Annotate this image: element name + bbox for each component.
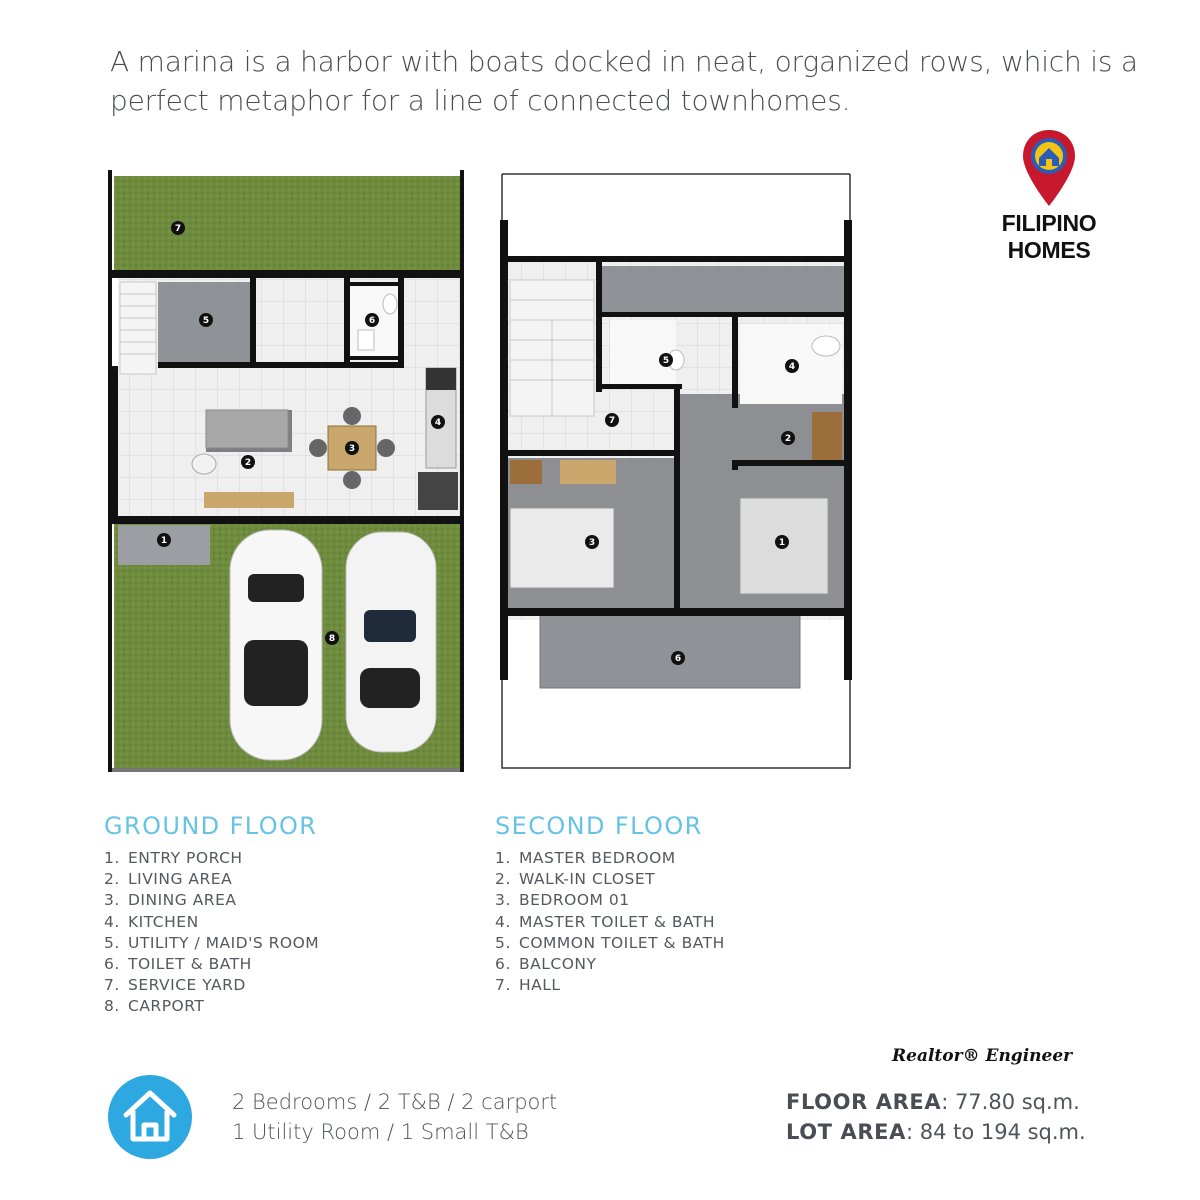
second-floor-plan	[500, 170, 852, 772]
plan-marker-1	[775, 535, 789, 549]
bedroom-01-bed	[510, 508, 614, 588]
plan-marker-4	[785, 359, 799, 373]
plan-marker-8	[325, 631, 339, 645]
plan-marker-6	[671, 651, 685, 665]
service-yard-area	[114, 176, 462, 270]
plan-marker-6	[365, 313, 379, 327]
list-item: 5. COMMON TOILET & BATH	[495, 933, 725, 952]
balcony-area	[540, 614, 800, 688]
svg-text:2: 2	[784, 434, 792, 444]
plan-marker-3	[585, 535, 599, 549]
svg-text:2: 2	[244, 458, 252, 468]
house-specs	[232, 1087, 557, 1147]
svg-text:5: 5	[662, 356, 670, 366]
plan-marker-2	[781, 431, 795, 445]
svg-text:1: 1	[160, 536, 168, 546]
svg-text:4: 4	[434, 418, 442, 428]
list-item: 3. DINING AREA	[104, 891, 237, 910]
list-item: 2. LIVING AREA	[104, 870, 233, 889]
list-item: 4. MASTER TOILET & BATH	[495, 912, 716, 931]
svg-text:8: 8	[328, 634, 336, 644]
plan-marker-7	[171, 221, 185, 235]
intro-text: A marina is a harbor with boats docked in neat, organized rows, which is a perfect metaphor for a line of connected townhomes.	[110, 45, 1138, 117]
list-item: 4. KITCHEN	[104, 912, 199, 931]
ground-floor-plan	[108, 170, 464, 772]
list-item: 7. HALL	[495, 976, 561, 995]
plan-marker-3	[345, 441, 359, 455]
logo-brand-line1: FILIPINO	[1001, 210, 1097, 236]
house-icon	[108, 1075, 192, 1159]
list-item: 2. WALK-IN CLOSET	[495, 870, 656, 889]
plan-marker-5	[199, 313, 213, 327]
list-item: 6. TOILET & BATH	[104, 955, 252, 974]
svg-text:7: 7	[608, 416, 616, 426]
svg-text:4: 4	[788, 362, 796, 372]
svg-text:6: 6	[674, 654, 682, 664]
car-1	[230, 530, 322, 760]
svg-text:6: 6	[368, 316, 376, 326]
svg-text:3: 3	[348, 444, 356, 454]
credit-text: Realtor® Engineer	[892, 1046, 1073, 1066]
tv-console	[204, 492, 294, 508]
list-item: 7. SERVICE YARD	[104, 976, 246, 995]
second-floor-title: SECOND FLOOR	[495, 812, 703, 840]
lot-area: LOT AREA: 84 to 194 sq.m.	[786, 1120, 1086, 1144]
plan-marker-5	[659, 353, 673, 367]
specs-line-2: 1 Utility Room / 1 Small T&B	[232, 1120, 529, 1144]
list-item: 5. UTILITY / MAID'S ROOM	[104, 933, 320, 952]
filipino-homes-logo[interactable]	[990, 128, 1108, 263]
plan-marker-4	[431, 415, 445, 429]
floor-area: FLOOR AREA: 77.80 sq.m.	[786, 1090, 1080, 1114]
plan-marker-1	[157, 533, 171, 547]
area-info	[786, 1087, 1086, 1147]
list-item: 6. BALCONY	[495, 955, 597, 974]
svg-text:3: 3	[588, 538, 596, 548]
list-item: 3. BEDROOM 01	[495, 891, 630, 910]
svg-text:1: 1	[778, 538, 786, 548]
ground-floor-legend	[104, 812, 319, 1018]
car-2	[346, 532, 436, 752]
map-pin-house-icon	[1021, 128, 1077, 208]
svg-text:5: 5	[202, 316, 210, 326]
list-item: 1. ENTRY PORCH	[104, 849, 243, 867]
second-floor-legend	[495, 812, 725, 996]
logo-brand-line2: HOMES	[1007, 237, 1091, 263]
plan-marker-7	[605, 413, 619, 427]
list-item: 1. MASTER BEDROOM	[495, 849, 676, 867]
list-item: 8. CARPORT	[104, 997, 205, 1016]
ground-floor-title: GROUND FLOOR	[104, 812, 318, 840]
specs-line-1: 2 Bedrooms / 2 T&B / 2 carport	[232, 1090, 558, 1114]
svg-text:7: 7	[174, 224, 182, 234]
plan-marker-2	[241, 455, 255, 469]
